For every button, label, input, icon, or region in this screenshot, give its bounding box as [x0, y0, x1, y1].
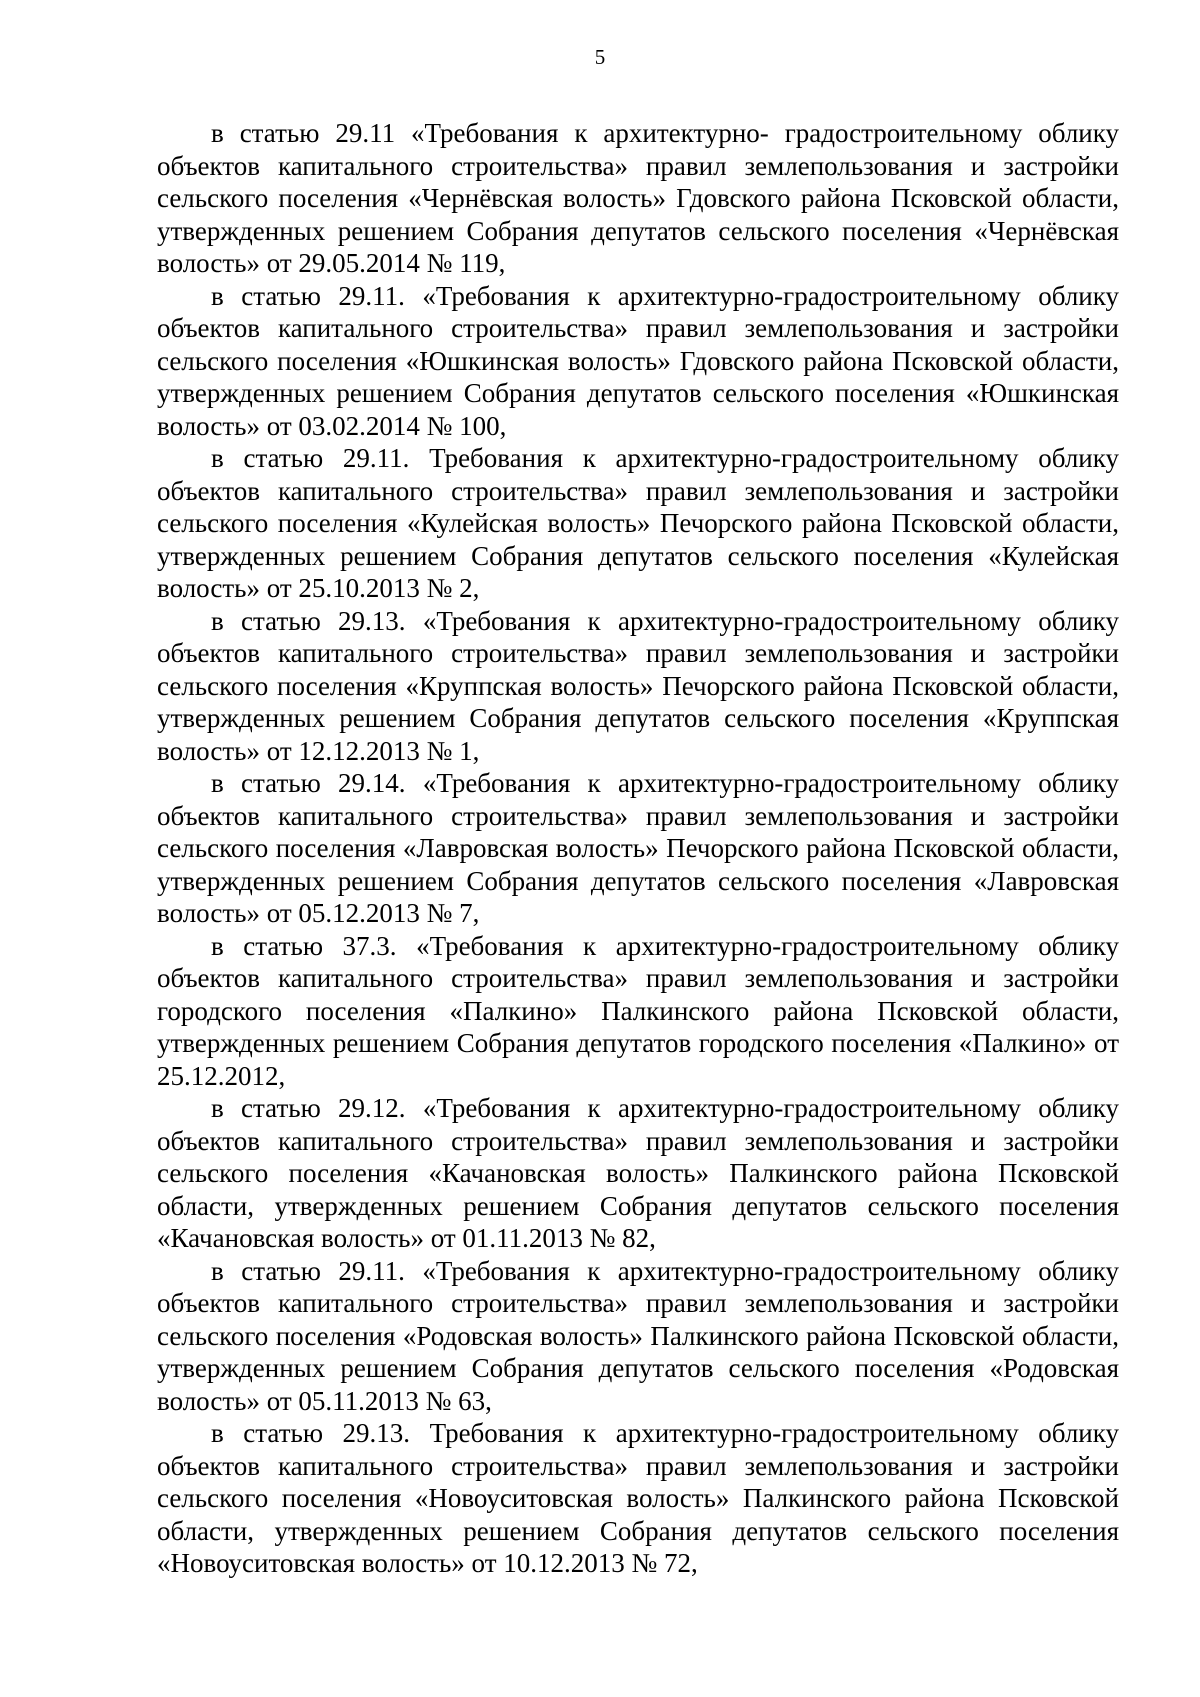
paragraph-rodovskaya: в статью 29.11. «Требования к архитектурно-градостроительному облику объектов капитального строительства» правил землепользования и застройки сельского поселения «Родовская волость» Палкинского района Псковской области, утвержденных решением Собрания депутатов сельского поселения «Родовская волость» от 05.11.2013 № 63, [157, 1255, 1119, 1416]
paragraph-chernevskaya: в статью 29.11 «Требования к архитектурно- градостроительному облику объектов капитального строительства» правил землепользования и застройки сельского поселения «Чернёвская волость» Гдовского района Псковской области, утвержденных решением Собрания депутатов сельского поселения «Чернёвская волость» от 29.05.2014 № 119, [157, 118, 1119, 278]
paragraph-kuleyskaya: в статью 29.11. Требования к архитектурно-градостроительному облику объектов капитального строительства» правил землепользования и застройки сельского поселения «Кулейская волость» Печорского района Псковской области, утвержденных решением Собрания депутатов сельского поселения «Кулейская волость» от 25.10.2013 № 2, [157, 443, 1119, 603]
page-number: 5 [594, 45, 606, 69]
paragraph-kruppskaya: в статью 29.13. «Требования к архитектурно-градостроительному облику объектов капитального строительства» правил землепользования и застройки сельского поселения «Круппская волость» Печорского района Псковской области, утвержденных решением Собрания депутатов сельского поселения «Круппская волость» от 12.12.2013 № 1, [157, 605, 1119, 766]
document-body [157, 117, 1119, 1580]
paragraph-kachanovskaya: в статью 29.12. «Требования к архитектурно-градостроительному облику объектов капитального строительства» правил землепользования и застройки сельского поселения «Качановская волость» Палкинского района Псковской области, утвержденных решением Собрания депутатов сельского поселения «Качановская волость» от 01.11.2013 № 82, [157, 1093, 1119, 1253]
paragraph-lavrovskaya: в статью 29.14. «Требования к архитектурно-градостроительному облику объектов капитального строительства» правил землепользования и застройки сельского поселения «Лавровская волость» Печорского района Псковской области, утвержденных решением Собрания депутатов сельского поселения «Лавровская волость» от 05.12.2013 № 7, [157, 768, 1119, 928]
paragraph-novousitovskaya: в статью 29.13. Требования к архитектурно-градостроительному облику объектов капитального строительства» правил землепользования и застройки сельского поселения «Новоуситовская волость» Палкинского района Псковской области, утвержденных решением Собрания депутатов сельского поселения «Новоуситовская волость» от 10.12.2013 № 72, [157, 1418, 1119, 1578]
paragraph-palkino: в статью 37.3. «Требования к архитектурно-градостроительному облику объектов капитального строительства» правил землепользования и застройки городского поселения «Палкино» Палкинского района Псковской области, утвержденных решением Собрания депутатов городского поселения «Палкино» от 25.12.2012, [157, 930, 1119, 1091]
paragraph-yushkinskaya: в статью 29.11. «Требования к архитектурно-градостроительному облику объектов капитального строительства» правил землепользования и застройки сельского поселения «Юшкинская волость» Гдовского района Псковской области, утвержденных решением Собрания депутатов сельского поселения «Юшкинская волость» от 03.02.2014 № 100, [157, 280, 1119, 441]
